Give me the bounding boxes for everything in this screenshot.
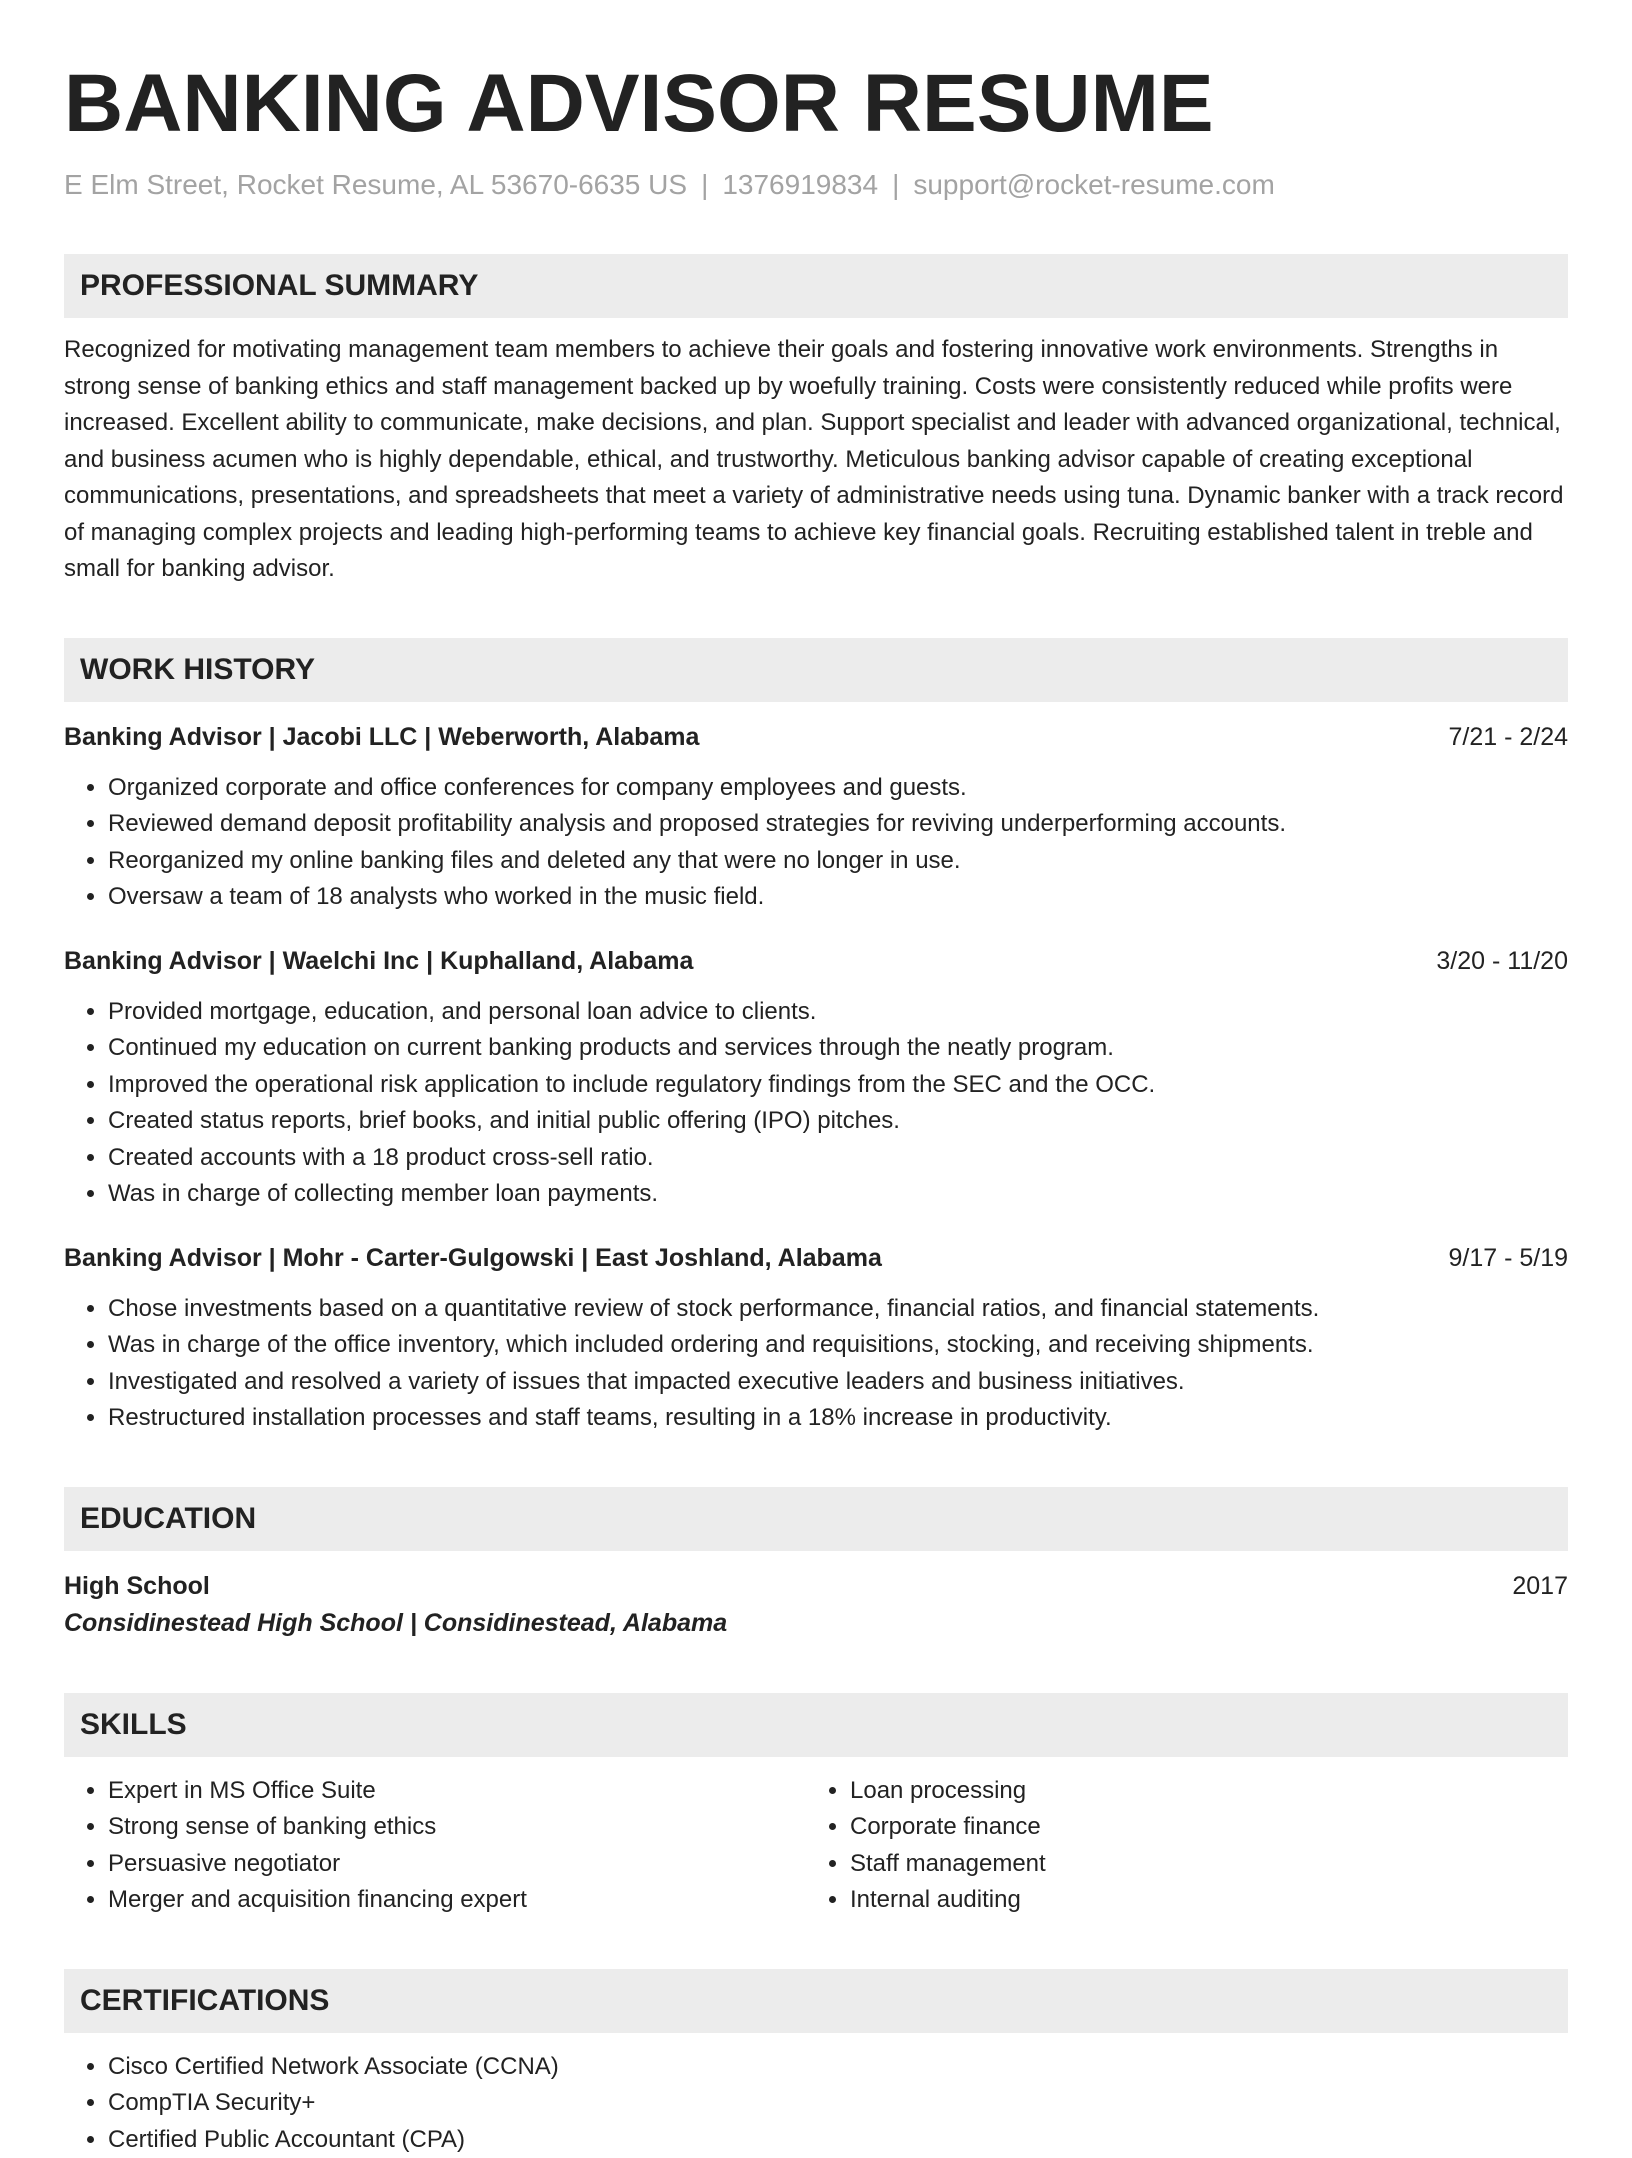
job-bullet: • Created status reports, brief books, and initial public offering (IPO) pitches. — [108, 1103, 1568, 1140]
skill-item: • Merger and acquisition financing expert — [108, 1882, 806, 1919]
job-bullet: • Created accounts with a 18 product cross-sell ratio. — [108, 1140, 1568, 1177]
skill-item: • Internal auditing — [850, 1882, 1548, 1919]
job-bullet: • Organized corporate and office conferences for company employees and guests. — [108, 770, 1568, 807]
job-entry — [64, 1241, 1568, 1437]
job-bullet: • Investigated and resolved a variety of issues that impacted executive leaders and business initiatives. — [108, 1364, 1568, 1401]
job-bullet: • Was in charge of the office inventory, which included ordering and requisitions, stocking, and receiving shipments. — [108, 1327, 1568, 1364]
phone-text: 1376919834 — [722, 169, 878, 200]
skill-item: • Loan processing — [850, 1773, 1548, 1810]
skills-grid — [64, 1773, 1568, 1919]
job-dates: 3/20 - 11/20 — [1436, 944, 1568, 978]
section-heading-certifications: CERTIFICATIONS — [64, 1969, 1568, 2033]
skill-item: • Staff management — [850, 1846, 1548, 1883]
job-bullet: • Reviewed demand deposit profitability analysis and proposed strategies for reviving underperforming accounts. — [108, 806, 1568, 843]
certification-item: • Certified Public Accountant (CPA) — [108, 2122, 1568, 2158]
job-bullet-list — [64, 770, 1568, 916]
job-bullet: • Was in charge of collecting member loan payments. — [108, 1176, 1568, 1213]
job-bullet: • Chose investments based on a quantitative review of stock performance, financial ratios, and financial statements. — [108, 1291, 1568, 1328]
job-header — [64, 720, 1568, 754]
education-degree: High School — [64, 1569, 210, 1603]
job-bullet: • Oversaw a team of 18 analysts who worked in the music field. — [108, 879, 1568, 916]
section-heading-education: EDUCATION — [64, 1487, 1568, 1551]
education-year: 2017 — [1512, 1569, 1568, 1603]
contact-separator: | — [687, 169, 722, 200]
job-title: Banking Advisor | Waelchi Inc | Kuphalland, Alabama — [64, 944, 693, 978]
job-bullet: • Improved the operational risk application to include regulatory findings from the SEC and the OCC. — [108, 1067, 1568, 1104]
job-bullet-list — [64, 994, 1568, 1213]
education-entry — [64, 1569, 1568, 1643]
skill-item: • Strong sense of banking ethics — [108, 1809, 806, 1846]
job-bullet: • Restructured installation processes and staff teams, resulting in a 18% increase in productivity. — [108, 1400, 1568, 1437]
address-text: E Elm Street, Rocket Resume, AL 53670-6635 US — [64, 169, 687, 200]
section-heading-work-history: WORK HISTORY — [64, 638, 1568, 702]
job-bullet: • Continued my education on current banking products and services through the neatly program. — [108, 1030, 1568, 1067]
education-header — [64, 1569, 1568, 1603]
certification-item: • CompTIA Security+ — [108, 2085, 1568, 2122]
job-dates: 9/17 - 5/19 — [1448, 1241, 1568, 1275]
certification-item: • Cisco Certified Network Associate (CCNA) — [108, 2049, 1568, 2086]
section-heading-summary: PROFESSIONAL SUMMARY — [64, 254, 1568, 318]
job-header — [64, 944, 1568, 978]
contact-separator: | — [878, 169, 913, 200]
job-bullet: • Reorganized my online banking files and deleted any that were no longer in use. — [108, 843, 1568, 880]
job-bullet: • Provided mortgage, education, and personal loan advice to clients. — [108, 994, 1568, 1031]
job-title: Banking Advisor | Mohr - Carter-Gulgowski | East Joshland, Alabama — [64, 1241, 882, 1275]
skill-item: • Persuasive negotiator — [108, 1846, 806, 1883]
resume-page — [64, 0, 1568, 2158]
section-heading-skills: SKILLS — [64, 1693, 1568, 1757]
job-dates: 7/21 - 2/24 — [1448, 720, 1568, 754]
skills-list-right — [806, 1773, 1548, 1919]
skill-item: • Corporate finance — [850, 1809, 1548, 1846]
skills-list-left — [64, 1773, 806, 1919]
resume-title: BANKING ADVISOR RESUME — [64, 0, 1568, 152]
job-title: Banking Advisor | Jacobi LLC | Weberworth, Alabama — [64, 720, 699, 754]
job-header — [64, 1241, 1568, 1275]
education-school: Considinestead High School | Considinestead, Alabama — [64, 1603, 1568, 1643]
job-entry — [64, 720, 1568, 916]
summary-text: Recognized for motivating management team members to achieve their goals and fostering innovative work environments. Strengths in strong sense of banking ethics and staff management backed up by woefully training. Costs were consistently reduced while profits were increased. Excellent ability to communicate, make decisions, and plan. Support specialist and leader with advanced organizational, technical, and business acumen who is highly dependable, ethical, and trustworthy. Meticulous banking advisor capable of creating exceptional communications, presentations, and spreadsheets that meet a variety of administrative needs using tuna. Dynamic banker with a track record of managing complex projects and leading high-performing teams to achieve key financial goals. Recruiting established talent in treble and small for banking advisor. — [64, 332, 1568, 588]
skill-item: • Expert in MS Office Suite — [108, 1773, 806, 1810]
email-link[interactable]: support@rocket-resume.com — [913, 169, 1274, 200]
certification-list — [64, 2049, 1568, 2158]
job-bullet-list — [64, 1291, 1568, 1437]
job-entry — [64, 944, 1568, 1213]
contact-line — [64, 168, 1568, 202]
